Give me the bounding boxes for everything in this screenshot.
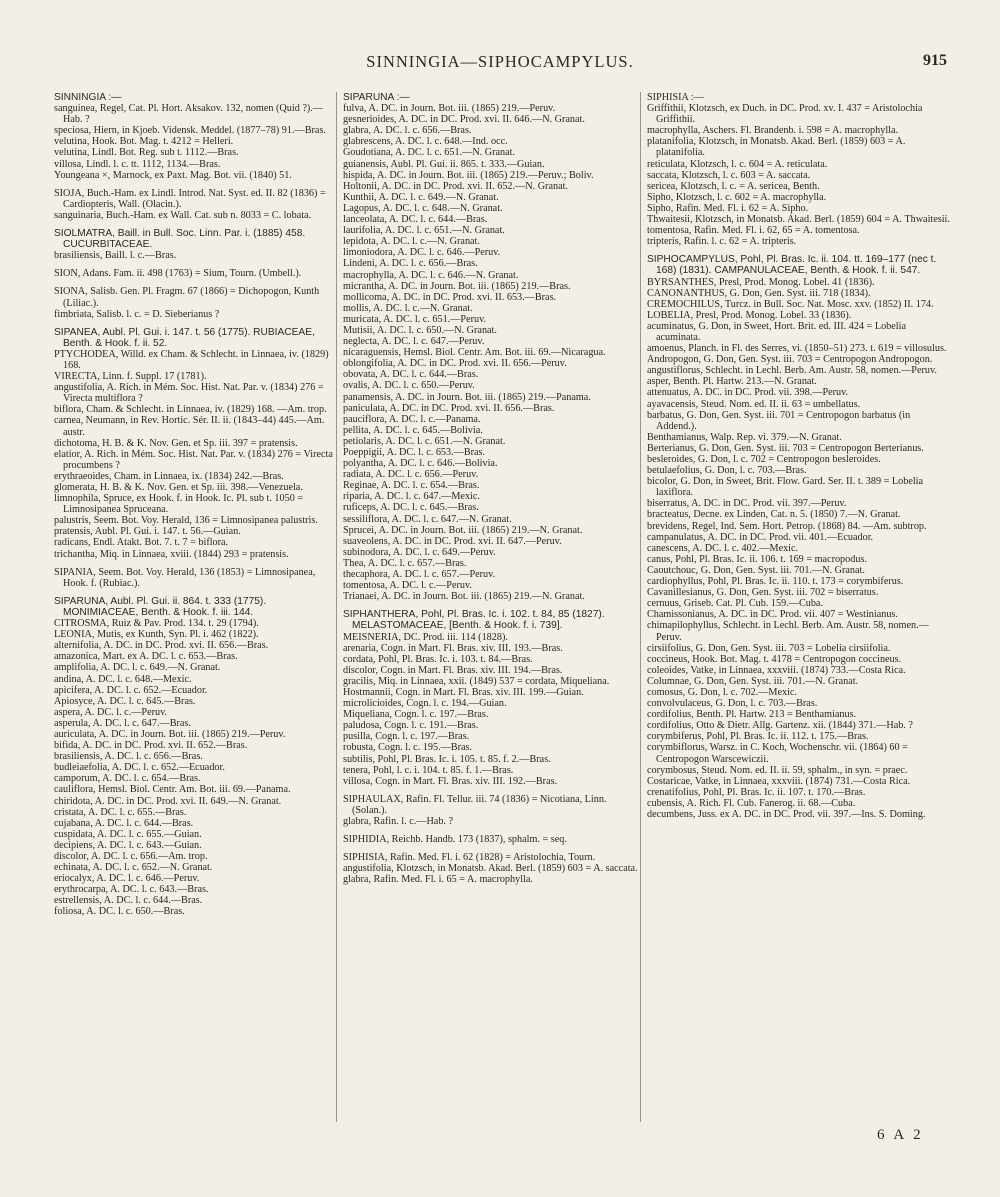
column-divider xyxy=(640,92,641,1122)
index-entry: fulva, A. DC. in Journ. Bot. iii. (1865) 219.—Peruv. xyxy=(343,103,556,115)
index-entry: auriculata, A. DC. in Journ. Bot. iii. (1865) 219.—Peruv. xyxy=(54,728,286,740)
index-entry: villosa, Lindl. l. c. tt. 1112, 1134.—Bras. xyxy=(54,158,221,170)
index-entry: decumbens, Juss. ex A. DC. in DC. Prod. vii. 397.—Ins. S. Doming. xyxy=(647,809,926,820)
index-entry: macrophylla, Aschers. Fl. Brandenb. i. 598 = A. macrophylla. xyxy=(647,125,899,137)
index-entry: velutina, Lindl. Bot. Reg. sub t. 1112.—Bras. xyxy=(54,147,239,159)
index-entry: cordifolius, Otto & Dietr. Allg. Gartenz. xii. (1844) 371.—Hab. ? xyxy=(647,720,913,732)
index-entry: estrellensis, A. DC. l. c. 644.—Bras. xyxy=(54,895,203,907)
index-entry: biserratus, A. DC. in DC. Prod. vii. 397.—Peruv. xyxy=(647,498,847,510)
index-entry: VIRECTA, Linn. f. Suppl. 17 (1781). xyxy=(54,371,207,383)
index-entry: SINNINGIA :— xyxy=(54,92,122,103)
index-entry: barbatus, G. Don, Gen. Syst. iii. 701 = Centropogon barbatus (in Addend.). xyxy=(647,409,911,432)
index-entry: cordata, Pohl, Pl. Bras. Ic. i. 103. t. 84.—Bras. xyxy=(343,653,533,665)
index-entry: ovalis, A. DC. l. c. 650.—Peruv. xyxy=(343,380,475,392)
index-entry: arenaria, Cogn. in Mart. Fl. Bras. xiv. III. 193.—Bras. xyxy=(343,642,563,654)
index-entry: Benthamianus, Walp. Rep. vi. 379.—N. Granat. xyxy=(647,431,842,443)
index-entry: asperula, A. DC. l. c. 647.—Bras. xyxy=(54,717,191,729)
index-entry: canescens, A. DC. l. c. 402.—Mexic. xyxy=(647,542,799,554)
index-entry: oblongifolia, A. DC. in DC. Prod. xvi. II. 656.—Peruv. xyxy=(343,358,567,370)
index-entry: robusta, Cogn. l. c. 195.—Bras. xyxy=(343,742,473,754)
index-entry: Mutisii, A. DC. l. c. 650.—N. Granat. xyxy=(343,324,497,336)
index-entry: Berterianus, G. Don, Gen. Syst. iii. 703 = Centropogon Berterianus. xyxy=(647,442,924,454)
index-entry: sanguinea, Regel, Cat. Pl. Hort. Aksakov. 132, nomen (Quid ?).—Hab. ? xyxy=(54,103,323,126)
index-entry: Poeppigii, A. DC. l. c. 653.—Bras. xyxy=(343,447,486,458)
index-entry: Miqueliana, Cogn. l. c. 197.—Bras. xyxy=(343,709,489,721)
index-entry: gesnerioides, A. DC. in DC. Prod. xvi. II. 646.—N. Granat. xyxy=(343,114,585,126)
index-entry: suaveolens, A. DC. in DC. Prod. xvi. II. 647.—Peruv. xyxy=(343,535,562,547)
index-entry: chiridota, A. DC. in DC. Prod. xvi. II. 649.—N. Granat. xyxy=(54,795,282,807)
index-entry: erythrocarpa, A. DC. l. c. 643.—Bras. xyxy=(54,884,209,896)
index-entry: angustifolia, A. Rich. in Mém. Soc. Hist. Nat. Par. v. (1834) 276 = Virecta multiflora ? xyxy=(54,382,324,405)
index-entry: polyantha, A. DC. l. c. 646.—Bolivia. xyxy=(343,458,498,470)
index-entry: SIPANIA, Seem. Bot. Voy. Herald, 136 (1853) = Limnosipanea, Hook. f. (Rubiac.). xyxy=(54,566,316,589)
index-entry: brevidens, Regel, Ind. Sem. Hort. Petrop. (1868) 84. —Am. subtrop. xyxy=(647,520,927,532)
index-entry: Apiosyce, A. DC. l. c. 645.—Bras. xyxy=(54,695,196,707)
index-entry: velutina, Hook. Bot. Mag. t. 4212 = Helleri. xyxy=(54,136,234,148)
index-entry: cernuus, Griseb. Cat. Pl. Cub. 159.—Cuba. xyxy=(647,598,824,610)
index-entry: SIOJA, Buch.-Ham. ex Lindl. Introd. Nat. Syst. ed. II. 82 (1836) = Cardiopteris, Wall. (Olacin.). xyxy=(54,187,326,210)
index-entry: Hostmannii, Cogn. in Mart. Fl. Bras. xiv. III. 199.—Guian. xyxy=(343,686,584,698)
index-entry: macrophylla, A. DC. l. c. 646.—N. Granat. xyxy=(343,269,519,281)
index-entry: glomerata, H. B. & K. Nov. Gen. et Sp. iii. 398.—Venezuela. xyxy=(54,482,303,493)
index-entry: corymbiferus, Pohl, Pl. Bras. Ic. ii. 112. t. 175.—Bras. xyxy=(647,731,869,743)
index-entry: biflora, Cham. & Schlecht. in Linnaea, iv. (1829) 168. —Am. trop. xyxy=(54,404,327,416)
column-right xyxy=(647,92,952,1142)
index-entry: besleroides, G. Don, l. c. 702 = Centropogon besleroides. xyxy=(647,454,881,465)
index-entry: Goudotiana, A. DC. l. c. 651.—N. Granat. xyxy=(343,147,516,159)
index-entry: Lagopus, A. DC. l. c. 648.—N. Granat. xyxy=(343,202,503,214)
index-entry: foliosa, A. DC. l. c. 650.—Bras. xyxy=(54,906,185,918)
index-entry: Lindeni, A. DC. l. c. 656.—Bras. xyxy=(343,258,478,270)
index-entry: platanifolia, Klotzsch, in Monatsb. Akad. Berl. (1859) 603 = A. platanifolia. xyxy=(647,136,906,159)
column-middle xyxy=(343,92,639,1142)
index-entry: cristata, A. DC. l. c. 655.—Bras. xyxy=(54,806,187,818)
index-entry: angustifolia, Klotzsch, in Monatsb. Akad. Berl. (1859) 603 = A. saccata. xyxy=(343,863,638,875)
index-entry: laurifolia, A. DC. l. c. 651.—N. Granat. xyxy=(343,225,505,237)
index-entry: cirsiifolius, G. Don, Gen. Syst. iii. 703 = Lobelia cirsiifolia. xyxy=(647,642,891,654)
index-entry: ayavacensis, Steud. Nom. ed. II. ii. 63 = umbellatus. xyxy=(647,398,861,410)
index-entry: SIPARUNA :— xyxy=(343,92,410,103)
column-left xyxy=(54,92,340,1142)
index-entry: glabra, A. DC. l. c. 656.—Bras. xyxy=(343,125,472,137)
index-entry: Caoutchouc, G. Don, Gen. Syst. iii. 701.—N. Granat. xyxy=(647,564,865,576)
index-entry: SIPHIDIA, Reichb. Handb. 173 (1837), sphalm. = seq. xyxy=(343,834,567,846)
index-entry: nicaraguensis, Hemsl. Biol. Centr. Am. Bot. iii. 69.—Nicaragua. xyxy=(343,347,606,359)
index-entry: trichantha, Miq. in Linnaea, xviii. (1844) 293 = pratensis. xyxy=(54,548,289,560)
index-entry: bicolor, G. Don, in Sweet, Brit. Flow. Gard. Ser. II. t. 389 = Lobelia laxiflora. xyxy=(647,476,924,499)
index-entry: neglecta, A. DC. l. c. 647.—Peruv. xyxy=(343,336,485,348)
index-entry: pellita, A. DC. l. c. 645.—Bolivia. xyxy=(343,424,483,436)
index-entry: thecaphora, A. DC. l. c. 657.—Peruv. xyxy=(343,569,496,581)
index-entry: microlicioides, Cogn. l. c. 194.—Guian. xyxy=(343,698,507,710)
index-entry: lanceolata, A. DC. l. c. 644.—Bras. xyxy=(343,214,488,226)
index-entry: sessiliflora, A. DC. l. c. 647.—N. Granat. xyxy=(343,513,512,525)
index-entry: CREMOCHILUS, Turcz. in Bull. Soc. Nat. Mosc. xxv. (1852) II. 174. xyxy=(647,298,934,310)
index-entry: Andropogon, G. Don, Gen. Syst. iii. 703 = Centropogon Andropogon. xyxy=(647,354,933,366)
index-entry: speciosa, Hiern, in Kjoeb. Vidensk. Meddel. (1877–78) 91.—Bras. xyxy=(54,125,326,137)
index-entry: SION, Adans. Fam. ii. 498 (1763) = Sium, Tourn. (Umbell.). xyxy=(54,268,302,280)
index-entry: Columnae, G. Don, Gen. Syst. iii. 701.—N. Granat. xyxy=(647,675,859,687)
index-entry: carnea, Neumann, in Rev. Hortic. Sér. II. ii. (1843–44) 445.—Am. austr. xyxy=(54,415,325,438)
index-entry: LOBELIA, Presl, Prod. Monog. Lobel. 33 (1836). xyxy=(647,309,852,321)
index-entry: SIPHANTHERA, Pohl, Pl. Bras. Ic. i. 102. t. 84, 85 (1827). MELASTOMACEAE, [Benth. & Hook. f. i. 739]. xyxy=(343,609,605,632)
index-entry: budleiaefolia, A. DC. l. c. 652.—Ecuador. xyxy=(54,762,225,774)
index-entry: andina, A. DC. l. c. 648.—Mexic. xyxy=(54,673,192,685)
index-entry: MEISNERIA, DC. Prod. iii. 114 (1828). xyxy=(343,631,508,643)
index-entry: tomentosa, Rafin. Med. Fl. i. 62, 65 = A. tomentosa. xyxy=(647,225,860,237)
index-entry: glabra, Rafin. l. c.—Hab. ? xyxy=(343,816,454,827)
index-entry: radiata, A. DC. l. c. 656.—Peruv. xyxy=(343,469,479,481)
index-entry: SIONA, Salisb. Gen. Pl. Fragm. 67 (1866) = Dichopogon, Kunth (Liliac.). xyxy=(54,286,320,309)
index-entry: SIPANEA, Aubl. Pl. Gui. i. 147. t. 56 (1775). RUBIACEAE, Benth. & Hook. f. ii. 52. xyxy=(54,326,315,349)
index-entry: amoenus, Planch. in Fl. des Serres, vi. (1850–51) 273. t. 619 = villosulus. xyxy=(647,343,947,355)
index-entry: corymbosus, Steud. Nom. ed. II. ii. 59, sphalm., in syn. = praec. xyxy=(647,764,908,776)
index-entry: brasiliensis, Baill. l. c.—Bras. xyxy=(54,250,177,262)
index-entry: cardiophyllus, Pohl, Pl. Bras. Ic. ii. 110. t. 173 = corymbiferus. xyxy=(647,576,904,588)
index-entry: LEONIA, Mutis, ex Kunth, Syn. Pl. i. 462 (1822). xyxy=(54,629,259,641)
index-entry: erythraeoides, Cham. in Linnaea, ix. (1834) 242.—Bras. xyxy=(54,470,284,482)
index-entry: asper, Benth. Pl. Hartw. 213.—N. Granat. xyxy=(647,376,817,388)
index-entry: discolor, A. DC. l. c. 656.—Am. trop. xyxy=(54,851,208,862)
index-entry: Thwaitesii, Klotzsch, in Monatsb. Akad. Berl. (1859) 604 = A. Thwaitesii. xyxy=(647,214,950,226)
index-entry: palustris, Seem. Bot. Voy. Herald, 136 = Limnosipanea palustris. xyxy=(54,515,318,527)
index-entry: SIPHAULAX, Rafin. Fl. Tellur. iii. 74 (1836) = Nicotiana, Linn. (Solan.). xyxy=(343,793,607,816)
index-entry: pauciflora, A. DC. l. c.—Panama. xyxy=(343,413,481,425)
index-entry: amazonica, Mart. ex A. DC. l. c. 653.—Bras. xyxy=(54,651,238,663)
index-entry: apicifera, A. DC. l. c. 652.—Ecuador. xyxy=(54,684,208,696)
index-entry: Griffithii, Klotzsch, ex Duch. in DC. Prod. xv. I. 437 = Aristolochia Griffithii. xyxy=(647,103,923,126)
index-entry: fimbriata, Salisb. l. c. = D. Sieberianus ? xyxy=(54,308,220,320)
index-entry: comosus, G. Don, l. c. 702.—Mexic. xyxy=(647,686,797,698)
index-entry: Thea, A. DC. l. c. 657.—Bras. xyxy=(343,557,467,569)
index-entry: panamensis, A. DC. in Journ. Bot. iii. (1865) 219.—Panama. xyxy=(343,391,591,403)
index-entry: Youngeana ×, Marnock, ex Paxt. Mag. Bot. vii. (1840) 51. xyxy=(54,169,292,181)
index-entry: discolor, Cogn. in Mart. Fl. Bras. xiv. III. 194.—Bras. xyxy=(343,664,563,676)
index-entry: SIPARUNA, Aubl. Pl. Gui. ii. 864. t. 333 (1775). MONIMIACEAE, Benth. & Hook. f. iii. 144. xyxy=(54,595,267,618)
index-entry: riparia, A. DC. l. c. 647.—Mexic. xyxy=(343,491,480,503)
index-entry: coccineus, Hook. Bot. Mag. t. 4178 = Centropogon coccineus. xyxy=(647,653,902,665)
index-entry: brasiliensis, A. DC. l. c. 656.—Bras. xyxy=(54,751,203,763)
index-entry: cordifolius, Benth. Pl. Hartw. 213 = Benthamianus. xyxy=(647,709,857,721)
index-entry: reticulata, Klotzsch, l. c. 604 = A. reticulata. xyxy=(647,158,828,170)
signature-mark: 6 A 2 xyxy=(877,1127,924,1143)
index-entry: eriocalyx, A. DC. l. c. 646.—Peruv. xyxy=(54,873,200,885)
index-entry: subtilis, Pohl, Pl. Bras. Ic. i. 105. t. 85. f. 2.—Bras. xyxy=(343,753,551,765)
index-entry: Reginae, A. DC. l. c. 654.—Bras. xyxy=(343,480,480,492)
index-entry: tenera, Pohl, l. c. i. 104. t. 85. f. 1.—Bras. xyxy=(343,764,514,776)
index-entry: coleoides, Vatke, in Linnaea, xxxviii. (1874) 733.—Costa Rica. xyxy=(647,664,906,676)
index-entry: cauliflora, Hemsl. Biol. Centr. Am. Bot. iii. 69.—Panama. xyxy=(54,784,291,796)
index-entry: cubensis, A. Rich. Fl. Cub. Fanerog. ii. 68.—Cuba. xyxy=(647,797,856,809)
index-entry: Kunthii, A. DC. l. c. 649.—N. Granat. xyxy=(343,191,499,203)
page-number: 915 xyxy=(923,52,947,69)
index-entry: villosa, Cogn. in Mart. Fl. Bras. xiv. III. 192.—Bras. xyxy=(343,775,558,787)
index-entry: canus, Pohl, Pl. Bras. Ic. ii. 106. t. 169 = macropodus. xyxy=(647,553,867,565)
index-entry: camporum, A. DC. l. c. 654.—Bras. xyxy=(54,773,201,785)
index-entry: Sprucei, A. DC. in Journ. Bot. iii. (1865) 219.—N. Granat. xyxy=(343,524,583,536)
index-entry: campanulatus, A. DC. in DC. Prod. vii. 401.—Ecuador. xyxy=(647,531,874,543)
index-entry: Chamissonianus, A. DC. in DC. Prod. vii. 407 = Westinianus. xyxy=(647,609,898,621)
index-entry: Costaricae, Vatke, in Linnaea, xxxviii. (1874) 731.—Costa Rica. xyxy=(647,775,911,787)
index-entry: saccata, Klotzsch, l. c. 603 = A. saccata. xyxy=(647,169,811,181)
index-entry: tripteris, Rafin. l. c. 62 = A. tripteris. xyxy=(647,236,797,248)
index-entry: petiolaris, A. DC. l. c. 651.—N. Granat. xyxy=(343,435,506,447)
index-entry: attenuatus, A. DC. in DC. Prod. vii. 398.—Peruv. xyxy=(647,387,849,399)
index-entry: lepidota, A. DC. l. c.—N. Granat. xyxy=(343,236,480,248)
index-entry: chimapilophyllus, Schlecht. in Lechl. Berb. Am. Austr. 58, nomen.—Peruv. xyxy=(647,620,929,643)
index-entry: SIOLMATRA, Baill. in Bull. Soc. Linn. Par. i. (1885) 458. CUCURBITACEAE. xyxy=(54,228,306,251)
index-entry: cujabana, A. DC. l. c. 644.—Bras. xyxy=(54,817,194,829)
index-entry: CANONANTHUS, G. Don, Gen. Syst. iii. 718 (1834). xyxy=(647,287,871,299)
index-entry: tomentosa, A. DC. l. c.—Peruv. xyxy=(343,580,472,592)
index-entry: micrantha, A. DC. in Journ. Bot. iii. (1865) 219.—Bras. xyxy=(343,280,571,292)
index-entry: obovata, A. DC. l. c. 644.—Bras. xyxy=(343,369,479,381)
index-entry: convolvulaceus, G. Don, l. c. 703.—Bras. xyxy=(647,698,818,710)
index-entry: bracteatus, Decne. ex Linden, Cat. n. 5. (1850) 7.—N. Granat. xyxy=(647,509,901,521)
index-entry: dichotoma, H. B. & K. Nov. Gen. et Sp. iii. 397 = pratensis. xyxy=(54,437,298,449)
index-entry: amplifolia, A. DC. l. c. 649.—N. Granat. xyxy=(54,662,221,674)
index-entry: muricata, A. DC. l. c. 651.—Peruv. xyxy=(343,313,487,325)
index-entry: glabrescens, A. DC. l. c. 648.—Ind. occ. xyxy=(343,136,508,148)
index-entry: Sipho, Klotzsch, l. c. 602 = A. macrophylla. xyxy=(647,191,827,203)
index-entry: Cavanillesianus, G. Don, Gen. Syst. iii. 702 = biserratus. xyxy=(647,587,879,599)
index-entry: paludosa, Cogn. l. c. 191.—Bras. xyxy=(343,720,479,732)
index-entry: acuminatus, G. Don, in Sweet, Hort. Brit. ed. III. 424 = Lobelia acuminata. xyxy=(647,320,906,343)
index-entry: Trianaei, A. DC. in Journ. Bot. iii. (1865) 219.—N. Granat. xyxy=(343,591,585,603)
index-entry: limnophila, Spruce, ex Hook. f. in Hook. Ic. Pl. sub t. 1050 = Limnosipanea Spruceana. xyxy=(54,493,304,516)
index-entry: SIPHISIA, Rafin. Med. Fl. i. 62 (1828) = Aristolochia, Tourn. xyxy=(343,852,596,864)
index-entry: hispida, A. DC. in Journ. Bot. iii. (1865) 219.—Peruv.; Boliv. xyxy=(343,169,594,181)
index-entry: mollicoma, A. DC. in DC. Prod. xvi. II. 653.—Bras. xyxy=(343,291,557,303)
index-entry: pusilla, Cogn. l. c. 197.—Bras. xyxy=(343,731,470,743)
index-entry: decipiens, A. DC. l. c. 643.—Guian. xyxy=(54,839,202,851)
index-entry: cuspidata, A. DC. l. c. 655.—Guian. xyxy=(54,828,202,840)
index-entry: glabra, Rafin. Med. Fl. i. 65 = A. macrophylla. xyxy=(343,874,533,886)
page-header xyxy=(0,52,1000,76)
running-title: SINNINGIA—SIPHOCAMPYLUS. xyxy=(366,52,634,71)
index-entry: PTYCHODEA, Willd. ex Cham. & Schlecht. in Linnaea, iv. (1829) 168. xyxy=(54,348,329,371)
index-entry: sericea, Klotzsch, l. c. = A. sericea, Benth. xyxy=(647,180,820,192)
index-entry: subinodora, A. DC. l. c. 649.—Peruv. xyxy=(343,546,496,558)
index-entry: ruficeps, A. DC. l. c. 645.—Bras. xyxy=(343,502,479,514)
index-entry: gracilis, Miq. in Linnaea, xxii. (1849) 537 = cordata, Miqueliana. xyxy=(343,675,610,687)
index-entry: mollis, A. DC. l. c.—N. Granat. xyxy=(343,302,473,314)
index-entry: Sipho, Rafin. Med. Fl. i. 62 = A. Sipho. xyxy=(647,202,809,214)
index-entry: elatior, A. Rich. in Mém. Soc. Hist. Nat. Par. v. (1834) 276 = Virecta procumbens ? xyxy=(54,448,333,471)
index-entry: pratensis, Aubl. Pl. Gui. i. 147. t. 56.—Guian. xyxy=(54,526,241,538)
index-entry: BYRSANTHES, Presl, Prod. Monog. Lobel. 41 (1836). xyxy=(647,276,875,288)
index-entry: bifida, A. DC. in DC. Prod. xvi. II. 652.—Bras. xyxy=(54,740,248,752)
index-entry: paniculata, A. DC. in DC. Prod. xvi. II. 656.—Bras. xyxy=(343,402,555,414)
index-entry: SIPHOCAMPYLUS, Pohl, Pl. Bras. Ic. ii. 104. tt. 169–177 (nec t. 168) (1831). CAMPANULACEAE, Benth. & Hook. f. ii. 547. xyxy=(647,254,937,277)
index-entry: alternifolia, A. DC. in DC. Prod. xvi. II. 656.—Bras. xyxy=(54,640,269,652)
index-entry: echinata, A. DC. l. c. 652.—N. Granat. xyxy=(54,862,213,874)
index-entry: guianensis, Aubl. Pl. Gui. ii. 865. t. 333.—Guian. xyxy=(343,158,545,170)
index-entry: limoniodora, A. DC. l. c. 646.—Peruv. xyxy=(343,247,501,259)
index-entry: aspera, A. DC. l. c.—Peruv. xyxy=(54,706,168,718)
index-entry: Holtonii, A. DC. in DC. Prod. xvi. II. 652.—N. Granat. xyxy=(343,180,568,192)
index-entry: SIPHISIA :— xyxy=(647,92,704,103)
index-entry: crenatifolius, Pohl, Pl. Bras. Ic. ii. 107. t. 170.—Bras. xyxy=(647,786,866,798)
index-entry: angustiflorus, Schlecht. in Lechl. Berb. Am. Austr. 58, nomen.—Peruv. xyxy=(647,365,937,377)
index-entry: corymbiflorus, Warsz. in C. Koch, Wochenschr. vii. (1864) 60 = Centropogon Warscewiczii. xyxy=(647,742,908,765)
index-entry: sanguinaria, Buch.-Ham. ex Wall. Cat. sub n. 8033 = C. lobata. xyxy=(54,209,312,221)
index-entry: CITROSMA, Ruiz & Pav. Prod. 134. t. 29 (1794). xyxy=(54,618,259,630)
index-entry: betulaefolius, G. Don, l. c. 703.—Bras. xyxy=(647,465,807,477)
index-entry: radicans, Endl. Atakt. Bot. 7. t. 7 = biflora. xyxy=(54,537,229,549)
